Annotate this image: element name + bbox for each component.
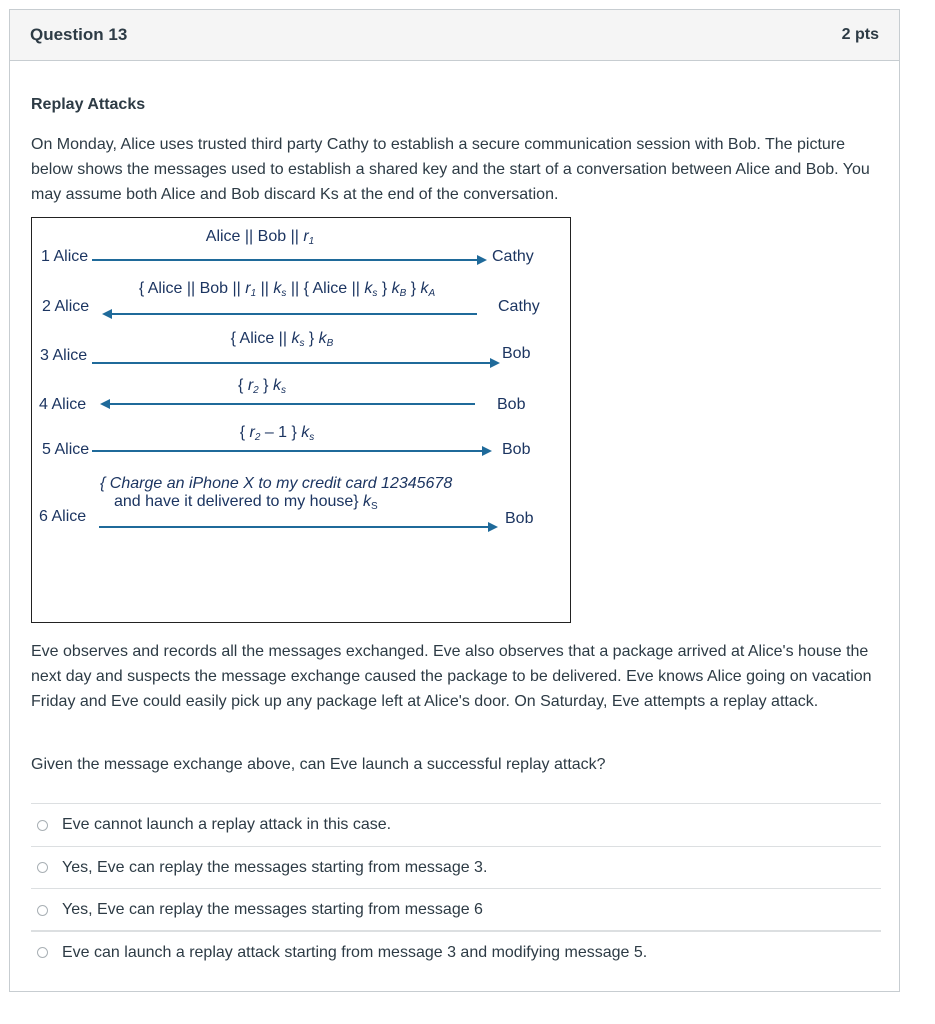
message-text — [240, 424, 315, 443]
message-segment: { Alice || Bob || — [138, 280, 246, 297]
radio-button[interactable] — [37, 905, 48, 916]
message-segment: s — [372, 288, 378, 299]
arrowhead-icon — [490, 358, 500, 368]
message-segment: s — [281, 288, 287, 299]
receiver-label: Cathy — [492, 248, 534, 265]
sender-label: 3 Alice — [40, 347, 88, 364]
message-segment: k — [273, 280, 282, 297]
question-prompt: Given the message exchange above, can Eve launch a successful replay attack? — [31, 756, 606, 773]
message-segment: || — [256, 280, 274, 297]
receiver-label: Cathy — [498, 298, 540, 315]
message-segment: B — [326, 338, 334, 349]
message-text — [100, 475, 452, 512]
message-segment: s — [309, 432, 315, 443]
message-segment: A — [428, 288, 436, 299]
message-segment: B — [399, 288, 407, 299]
radio-button[interactable] — [37, 862, 48, 873]
answer-label[interactable]: Yes, Eve can replay the messages starting from message 6 — [62, 901, 483, 918]
message-segment: r — [303, 228, 309, 245]
receiver-label: Bob — [502, 345, 531, 362]
message-segment: } — [377, 280, 392, 297]
sender-label: 5 Alice — [42, 441, 90, 458]
message-segment: k — [301, 424, 310, 441]
sender-label: 1 Alice — [41, 248, 89, 265]
message-segment: k — [318, 330, 327, 347]
answer-label[interactable]: Yes, Eve can replay the messages starting from message 3. — [62, 858, 488, 876]
sender-label: 6 Alice — [39, 508, 87, 525]
answer-label[interactable]: Eve can launch a replay attack starting from message 3 and modifying message 5. — [62, 943, 648, 961]
answer-option[interactable] — [31, 888, 881, 931]
question-body: Eve observes and records all the messages exchanged. Eve also observes that a package arrived at Alice's house the next day and suspects the message exchange caused the package to be delivered. Eve knows Alice going on vacation Friday and Eve could easily pick up any package left at Alice's door. On Saturday, Eve attempts a replay attack. — [31, 643, 872, 710]
answers-bottom-divider — [31, 930, 881, 931]
arrows — [32, 218, 572, 624]
message-segment: 2 — [254, 432, 261, 443]
message-segment: { — [239, 424, 250, 441]
question-header — [10, 10, 899, 61]
message-text — [139, 280, 435, 299]
message-text — [206, 228, 314, 247]
message-segment: s — [280, 385, 286, 396]
question-points: 2 pts — [841, 26, 879, 43]
message-segment: 1 — [308, 236, 315, 247]
receiver-label: Bob — [505, 510, 534, 527]
arrowhead-icon — [477, 255, 487, 265]
message-text — [231, 330, 334, 349]
message-segment: k — [291, 330, 300, 347]
message-text — [238, 377, 286, 396]
message-diagram — [31, 217, 571, 623]
question-card — [9, 9, 900, 992]
message-segment: k — [364, 280, 373, 297]
message-segment: 1 — [250, 288, 257, 299]
message-segment: k — [363, 493, 372, 510]
message-segment: S — [371, 501, 378, 512]
message-segment: r — [249, 424, 255, 441]
message-segment: 2 — [253, 385, 259, 396]
answer-option[interactable] — [31, 803, 881, 846]
message-segment: } — [258, 377, 273, 394]
answer-label[interactable]: Eve cannot launch a replay attack in this case. — [62, 816, 392, 833]
message-segment: r — [247, 377, 254, 394]
answer-option[interactable] — [31, 846, 881, 889]
answer-option[interactable] — [31, 931, 881, 974]
question-title: Question 13 — [30, 25, 128, 44]
radio-button[interactable] — [37, 820, 48, 831]
message-segment: k — [420, 280, 429, 297]
receiver-label: Bob — [502, 441, 531, 458]
sender-label: 4 Alice — [39, 396, 87, 413]
message-segment: { — [238, 377, 248, 394]
sender-label: 2 Alice — [42, 298, 90, 315]
arrowhead-icon — [102, 309, 112, 319]
message-line-1: { Charge an iPhone X to my credit card 12345678 — [100, 475, 453, 492]
arrowhead-icon — [100, 399, 110, 409]
arrowhead-icon — [488, 522, 498, 532]
message-line-2: and have it delivered to my house} $k_S$ — [114, 493, 378, 512]
message-segment: k — [272, 377, 281, 394]
message-segment: r — [245, 280, 251, 297]
radio-button[interactable] — [37, 947, 48, 958]
message-segment: { Alice || — [230, 330, 292, 347]
message-segment: – 1 } — [260, 424, 302, 441]
message-segment: } — [406, 280, 421, 297]
message-segment: || { Alice || — [286, 280, 365, 297]
message-segment: } — [304, 330, 319, 347]
question-intro: On Monday, Alice uses trusted third party Cathy to establish a secure communication session with Bob. The picture below shows the messages used to establish a shared key and the start of a conversation between Alice and Bob. You may assume both Alice and Bob discard Ks at the end of the conversation. — [31, 136, 870, 203]
message-segment: k — [391, 280, 400, 297]
arrowhead-icon — [482, 446, 492, 456]
message-segment: Alice || Bob || — [205, 228, 304, 245]
receiver-label: Bob — [497, 396, 526, 413]
message-segment: s — [299, 338, 305, 349]
question-heading: Replay Attacks — [31, 96, 146, 113]
